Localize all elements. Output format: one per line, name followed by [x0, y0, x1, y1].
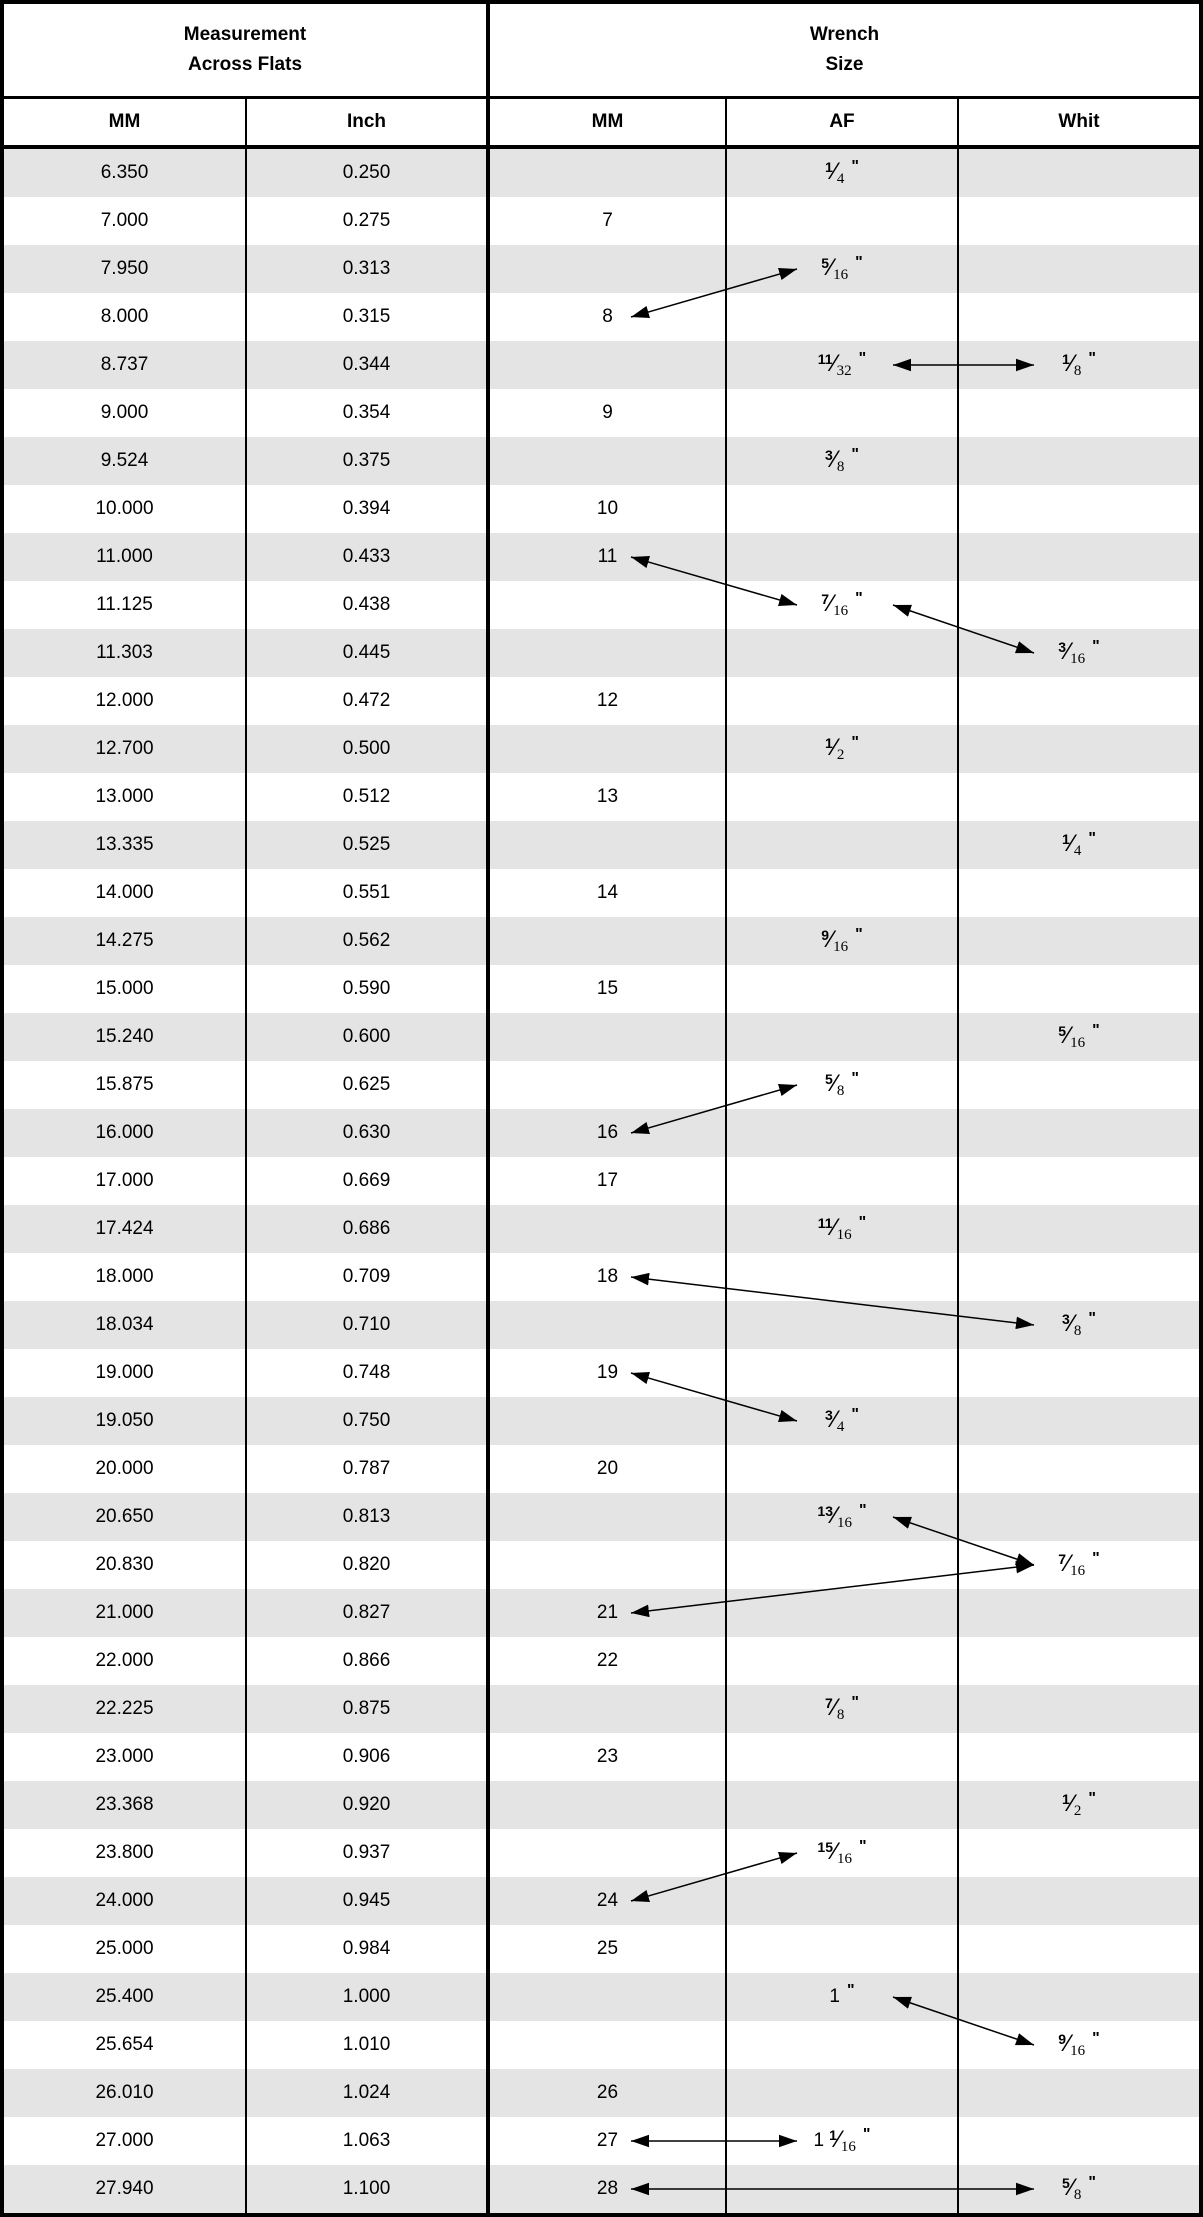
cell-inch-across-flats: 0.375: [247, 437, 490, 485]
table-row: [4, 2117, 1199, 2165]
cell-inch-across-flats: 0.945: [247, 1877, 490, 1925]
table-row: [4, 2021, 1199, 2069]
cell-mm-across-flats: 11.000: [4, 533, 247, 581]
cell-wrench-mm: 21: [490, 1589, 727, 1637]
table-row: [4, 1877, 1199, 1925]
column-header-inch-across-flats: Inch: [247, 99, 490, 145]
cell-wrench-whit: 5 ⁄ 8 ": [1062, 2174, 1096, 2203]
cell-inch-across-flats: 0.630: [247, 1109, 490, 1157]
cell-wrench-whit: [959, 869, 1199, 917]
cell-mm-across-flats: 25.654: [4, 2021, 247, 2069]
table-row: [4, 869, 1199, 917]
cell-wrench-whit: [959, 437, 1199, 485]
cell-wrench-af: [727, 485, 959, 533]
cell-wrench-mm: 17: [490, 1157, 727, 1205]
cell-wrench-whit: [959, 1829, 1199, 1877]
table-row: [4, 1397, 1199, 1445]
cell-mm-across-flats: 7.950: [4, 245, 247, 293]
cell-inch-across-flats: 0.820: [247, 1541, 490, 1589]
group-header-row: [4, 4, 1199, 99]
cell-wrench-whit: 3 ⁄ 8 ": [1062, 1310, 1096, 1339]
cell-mm-across-flats: 17.000: [4, 1157, 247, 1205]
column-header-mm-across-flats: MM: [4, 99, 247, 145]
cell-wrench-whit: [959, 293, 1199, 341]
cell-inch-across-flats: 0.275: [247, 197, 490, 245]
cell-wrench-whit: [959, 2069, 1199, 2117]
cell-mm-across-flats: 9.524: [4, 437, 247, 485]
cell-wrench-whit: [959, 1733, 1199, 1781]
cell-inch-across-flats: 0.866: [247, 1637, 490, 1685]
cell-mm-across-flats: 27.940: [4, 2165, 247, 2213]
cell-wrench-af: 11 ⁄ 16 ": [727, 1205, 959, 1253]
cell-wrench-mm: [490, 1205, 727, 1253]
cell-wrench-mm: 19: [490, 1349, 727, 1397]
table-row: [4, 1493, 1199, 1541]
cell-wrench-af: [727, 1925, 959, 1973]
cell-inch-across-flats: 0.920: [247, 1781, 490, 1829]
cell-wrench-mm: 24: [490, 1877, 727, 1925]
cell-wrench-mm: [490, 821, 727, 869]
cell-wrench-af: [727, 533, 959, 581]
cell-mm-across-flats: 8.737: [4, 341, 247, 389]
cell-wrench-mm: [490, 629, 727, 677]
cell-wrench-mm: 28: [490, 2165, 727, 2213]
table-row: [4, 293, 1199, 341]
cell-wrench-af: [727, 1445, 959, 1493]
table-row: [4, 1061, 1199, 1109]
cell-wrench-whit: [959, 677, 1199, 725]
cell-wrench-af: 1 1 ⁄ 16 ": [727, 2117, 959, 2165]
cell-mm-across-flats: 6.350: [4, 149, 247, 197]
cell-inch-across-flats: 0.525: [247, 821, 490, 869]
cell-wrench-mm: [490, 149, 727, 197]
table-row: [4, 965, 1199, 1013]
cell-inch-across-flats: 0.984: [247, 1925, 490, 1973]
cell-wrench-af: 1 ⁄ 4 ": [727, 149, 959, 197]
cell-wrench-mm: 11: [490, 533, 727, 581]
cell-wrench-af: 5 ⁄ 8 ": [727, 1061, 959, 1109]
cell-mm-across-flats: 8.000: [4, 293, 247, 341]
cell-wrench-mm: [490, 725, 727, 773]
cell-mm-across-flats: 17.424: [4, 1205, 247, 1253]
cell-mm-across-flats: 10.000: [4, 485, 247, 533]
cell-wrench-af: [727, 1877, 959, 1925]
cell-wrench-mm: [490, 1541, 727, 1589]
table-row: [4, 1781, 1199, 1829]
cell-wrench-mm: [490, 245, 727, 293]
cell-wrench-af: [727, 293, 959, 341]
cell-wrench-af: 5 ⁄ 16 ": [727, 245, 959, 293]
cell-mm-across-flats: 20.000: [4, 1445, 247, 1493]
cell-wrench-whit: [959, 2117, 1199, 2165]
cell-wrench-whit: [959, 1445, 1199, 1493]
cell-mm-across-flats: 20.830: [4, 1541, 247, 1589]
cell-inch-across-flats: 0.937: [247, 1829, 490, 1877]
cell-wrench-af: [727, 197, 959, 245]
table-row: [4, 677, 1199, 725]
table-row: [4, 1253, 1199, 1301]
cell-inch-across-flats: 0.875: [247, 1685, 490, 1733]
cell-wrench-af: [727, 1157, 959, 1205]
cell-wrench-af: 7 ⁄ 16 ": [727, 581, 959, 629]
table-row: [4, 1541, 1199, 1589]
cell-inch-across-flats: 1.024: [247, 2069, 490, 2117]
table-row: [4, 1157, 1199, 1205]
cell-wrench-whit: [959, 1493, 1199, 1541]
cell-wrench-whit: 7 ⁄ 16 ": [1058, 1550, 1100, 1579]
cell-mm-across-flats: 7.000: [4, 197, 247, 245]
cell-wrench-mm: [490, 1301, 727, 1349]
header-measurement-line1: Measurement: [183, 24, 307, 45]
table-row: [4, 725, 1199, 773]
cell-wrench-whit: [959, 725, 1199, 773]
cell-wrench-whit: [959, 533, 1199, 581]
header-wrench-line1: Wrench: [809, 24, 880, 45]
table-row: [4, 2165, 1199, 2213]
cell-wrench-whit: [959, 965, 1199, 1013]
cell-wrench-mm: [490, 341, 727, 389]
header-measurement-line2: Across Flats: [187, 54, 303, 75]
cell-inch-across-flats: 0.512: [247, 773, 490, 821]
cell-wrench-mm: 8: [490, 293, 727, 341]
cell-wrench-af: [727, 1301, 959, 1349]
cell-wrench-mm: 27: [490, 2117, 727, 2165]
table-row: [4, 1685, 1199, 1733]
cell-inch-across-flats: 1.000: [247, 1973, 490, 2021]
cell-inch-across-flats: 0.562: [247, 917, 490, 965]
cell-wrench-whit: [959, 389, 1199, 437]
cell-wrench-mm: 25: [490, 1925, 727, 1973]
cell-wrench-mm: 13: [490, 773, 727, 821]
cell-inch-across-flats: 0.394: [247, 485, 490, 533]
table-row: [4, 1445, 1199, 1493]
cell-wrench-mm: [490, 917, 727, 965]
cell-wrench-mm: 16: [490, 1109, 727, 1157]
cell-wrench-whit: [959, 1109, 1199, 1157]
cell-mm-across-flats: 15.000: [4, 965, 247, 1013]
cell-wrench-af: [727, 1013, 959, 1061]
cell-wrench-whit: [959, 1253, 1199, 1301]
cell-mm-across-flats: 26.010: [4, 2069, 247, 2117]
table-row: [4, 485, 1199, 533]
table-row: [4, 437, 1199, 485]
cell-mm-across-flats: 19.000: [4, 1349, 247, 1397]
cell-inch-across-flats: 1.063: [247, 2117, 490, 2165]
cell-wrench-af: [727, 821, 959, 869]
cell-wrench-mm: [490, 1013, 727, 1061]
cell-mm-across-flats: 9.000: [4, 389, 247, 437]
cell-mm-across-flats: 23.368: [4, 1781, 247, 1829]
table-row: [4, 245, 1199, 293]
table-row: [4, 1829, 1199, 1877]
cell-wrench-af: 3 ⁄ 8 ": [727, 437, 959, 485]
cell-wrench-af: [727, 869, 959, 917]
cell-wrench-mm: [490, 1397, 727, 1445]
cell-wrench-whit: 9 ⁄ 16 ": [1058, 2030, 1100, 2059]
cell-wrench-af: 1 ": [727, 1973, 959, 2021]
cell-wrench-whit: [959, 1349, 1199, 1397]
cell-wrench-whit: [959, 773, 1199, 821]
cell-inch-across-flats: 0.813: [247, 1493, 490, 1541]
column-header-wrench-af: AF: [727, 99, 959, 145]
cell-inch-across-flats: 0.827: [247, 1589, 490, 1637]
table-row: [4, 629, 1199, 677]
cell-wrench-af: 11 ⁄ 32 ": [727, 341, 959, 389]
cell-inch-across-flats: 0.500: [247, 725, 490, 773]
table-row: [4, 149, 1199, 197]
cell-wrench-whit: [959, 1205, 1199, 1253]
table-row: [4, 917, 1199, 965]
cell-wrench-mm: 12: [490, 677, 727, 725]
cell-inch-across-flats: 0.625: [247, 1061, 490, 1109]
cell-inch-across-flats: 0.748: [247, 1349, 490, 1397]
table-row: [4, 581, 1199, 629]
cell-wrench-af: [727, 677, 959, 725]
cell-wrench-whit: 3 ⁄ 16 ": [1058, 638, 1100, 667]
cell-wrench-af: [727, 2069, 959, 2117]
cell-wrench-whit: 1 ⁄ 2 ": [1062, 1790, 1096, 1819]
cell-mm-across-flats: 13.335: [4, 821, 247, 869]
cell-wrench-af: [727, 773, 959, 821]
cell-wrench-af: 1 ⁄ 2 ": [727, 725, 959, 773]
table-row: [4, 1205, 1199, 1253]
cell-wrench-mm: [490, 1493, 727, 1541]
cell-mm-across-flats: 18.034: [4, 1301, 247, 1349]
cell-inch-across-flats: 0.313: [247, 245, 490, 293]
cell-inch-across-flats: 0.590: [247, 965, 490, 1013]
table-row: [4, 2069, 1199, 2117]
cell-mm-across-flats: 12.000: [4, 677, 247, 725]
table-row: [4, 1733, 1199, 1781]
cell-wrench-mm: 14: [490, 869, 727, 917]
cell-mm-across-flats: 23.000: [4, 1733, 247, 1781]
cell-wrench-whit: [959, 1877, 1199, 1925]
table-row: [4, 1589, 1199, 1637]
cell-wrench-af: [727, 1637, 959, 1685]
cell-wrench-whit: [959, 245, 1199, 293]
cell-inch-across-flats: 0.472: [247, 677, 490, 725]
cell-wrench-af: [727, 389, 959, 437]
cell-wrench-af: 3 ⁄ 4 ": [727, 1397, 959, 1445]
table-row: [4, 1349, 1199, 1397]
cell-mm-across-flats: 24.000: [4, 1877, 247, 1925]
cell-wrench-mm: [490, 1781, 727, 1829]
header-measurement-across-flats: [4, 4, 490, 96]
cell-inch-across-flats: 0.709: [247, 1253, 490, 1301]
cell-mm-across-flats: 22.000: [4, 1637, 247, 1685]
cell-wrench-mm: 10: [490, 485, 727, 533]
cell-inch-across-flats: 0.669: [247, 1157, 490, 1205]
cell-mm-across-flats: 21.000: [4, 1589, 247, 1637]
cell-mm-across-flats: 23.800: [4, 1829, 247, 1877]
cell-wrench-mm: [490, 1829, 727, 1877]
cell-inch-across-flats: 0.686: [247, 1205, 490, 1253]
cell-wrench-whit: [959, 1061, 1199, 1109]
cell-wrench-whit: [959, 1397, 1199, 1445]
table-row: [4, 1013, 1199, 1061]
cell-inch-across-flats: 0.787: [247, 1445, 490, 1493]
cell-wrench-whit: [959, 1157, 1199, 1205]
cell-inch-across-flats: 0.438: [247, 581, 490, 629]
cell-wrench-whit: 1 ⁄ 8 ": [1062, 350, 1096, 379]
cell-wrench-whit: 5 ⁄ 16 ": [1058, 1022, 1100, 1051]
cell-inch-across-flats: 1.010: [247, 2021, 490, 2069]
cell-wrench-mm: 15: [490, 965, 727, 1013]
cell-mm-across-flats: 27.000: [4, 2117, 247, 2165]
table-row: [4, 1109, 1199, 1157]
table-row: [4, 1973, 1199, 2021]
cell-wrench-whit: [959, 197, 1199, 245]
cell-wrench-whit: 1 ⁄ 4 ": [1062, 830, 1096, 859]
cell-wrench-mm: [490, 1685, 727, 1733]
cell-wrench-mm: [490, 581, 727, 629]
cell-wrench-af: 15 ⁄ 16 ": [727, 1829, 959, 1877]
cell-mm-across-flats: 14.000: [4, 869, 247, 917]
cell-inch-across-flats: 1.100: [247, 2165, 490, 2213]
cell-wrench-af: [727, 1733, 959, 1781]
cell-wrench-af: [727, 1109, 959, 1157]
cell-wrench-af: [727, 1589, 959, 1637]
cell-wrench-af: [727, 2165, 959, 2213]
cell-inch-across-flats: 0.600: [247, 1013, 490, 1061]
table-row: [4, 773, 1199, 821]
cell-wrench-whit: [959, 485, 1199, 533]
cell-inch-across-flats: 0.551: [247, 869, 490, 917]
cell-wrench-whit: [959, 917, 1199, 965]
cell-wrench-af: [727, 1253, 959, 1301]
table-row: [4, 1925, 1199, 1973]
cell-wrench-af: [727, 1349, 959, 1397]
cell-mm-across-flats: 14.275: [4, 917, 247, 965]
cell-wrench-whit: [959, 1589, 1199, 1637]
table-row: [4, 821, 1199, 869]
table-row: [4, 1637, 1199, 1685]
cell-mm-across-flats: 25.000: [4, 1925, 247, 1973]
cell-inch-across-flats: 0.250: [247, 149, 490, 197]
cell-inch-across-flats: 0.315: [247, 293, 490, 341]
cell-mm-across-flats: 15.875: [4, 1061, 247, 1109]
cell-mm-across-flats: 19.050: [4, 1397, 247, 1445]
cell-inch-across-flats: 0.750: [247, 1397, 490, 1445]
cell-wrench-af: [727, 1541, 959, 1589]
cell-wrench-mm: [490, 2021, 727, 2069]
cell-wrench-mm: [490, 1973, 727, 2021]
cell-mm-across-flats: 20.650: [4, 1493, 247, 1541]
cell-wrench-af: 7 ⁄ 8 ": [727, 1685, 959, 1733]
table-row: [4, 533, 1199, 581]
cell-wrench-mm: 26: [490, 2069, 727, 2117]
cell-wrench-mm: [490, 1061, 727, 1109]
cell-wrench-mm: 23: [490, 1733, 727, 1781]
cell-mm-across-flats: 11.303: [4, 629, 247, 677]
cell-wrench-af: [727, 965, 959, 1013]
cell-wrench-whit: [959, 1973, 1199, 2021]
cell-wrench-af: 9 ⁄ 16 ": [727, 917, 959, 965]
cell-mm-across-flats: 13.000: [4, 773, 247, 821]
cell-wrench-af: [727, 1781, 959, 1829]
cell-wrench-mm: [490, 437, 727, 485]
column-header-row: [4, 99, 1199, 149]
table-row: [4, 197, 1199, 245]
cell-wrench-af: 13 ⁄ 16 ": [727, 1493, 959, 1541]
cell-wrench-whit: [959, 1925, 1199, 1973]
cell-wrench-whit: [959, 1637, 1199, 1685]
cell-mm-across-flats: 11.125: [4, 581, 247, 629]
cell-inch-across-flats: 0.433: [247, 533, 490, 581]
cell-inch-across-flats: 0.344: [247, 341, 490, 389]
table-body: [4, 149, 1199, 2213]
cell-wrench-mm: 18: [490, 1253, 727, 1301]
cell-mm-across-flats: 22.225: [4, 1685, 247, 1733]
cell-wrench-whit: [959, 1685, 1199, 1733]
table-row: [4, 341, 1199, 389]
cell-wrench-mm: 22: [490, 1637, 727, 1685]
cell-mm-across-flats: 12.700: [4, 725, 247, 773]
header-wrench-line2: Size: [825, 54, 864, 75]
table-row: [4, 389, 1199, 437]
cell-mm-across-flats: 18.000: [4, 1253, 247, 1301]
cell-wrench-mm: 7: [490, 197, 727, 245]
cell-inch-across-flats: 0.445: [247, 629, 490, 677]
column-header-wrench-mm: MM: [490, 99, 727, 145]
cell-inch-across-flats: 0.354: [247, 389, 490, 437]
table-row: [4, 1301, 1199, 1349]
cell-wrench-whit: [959, 149, 1199, 197]
cell-wrench-mm: 20: [490, 1445, 727, 1493]
cell-inch-across-flats: 0.710: [247, 1301, 490, 1349]
cell-mm-across-flats: 16.000: [4, 1109, 247, 1157]
cell-wrench-af: [727, 629, 959, 677]
column-header-wrench-whit: Whit: [1058, 111, 1100, 132]
header-wrench-size: [490, 4, 1199, 96]
cell-wrench-whit: [959, 581, 1199, 629]
cell-wrench-af: [727, 2021, 959, 2069]
cell-wrench-mm: 9: [490, 389, 727, 437]
cell-inch-across-flats: 0.906: [247, 1733, 490, 1781]
cell-mm-across-flats: 25.400: [4, 1973, 247, 2021]
cell-mm-across-flats: 15.240: [4, 1013, 247, 1061]
